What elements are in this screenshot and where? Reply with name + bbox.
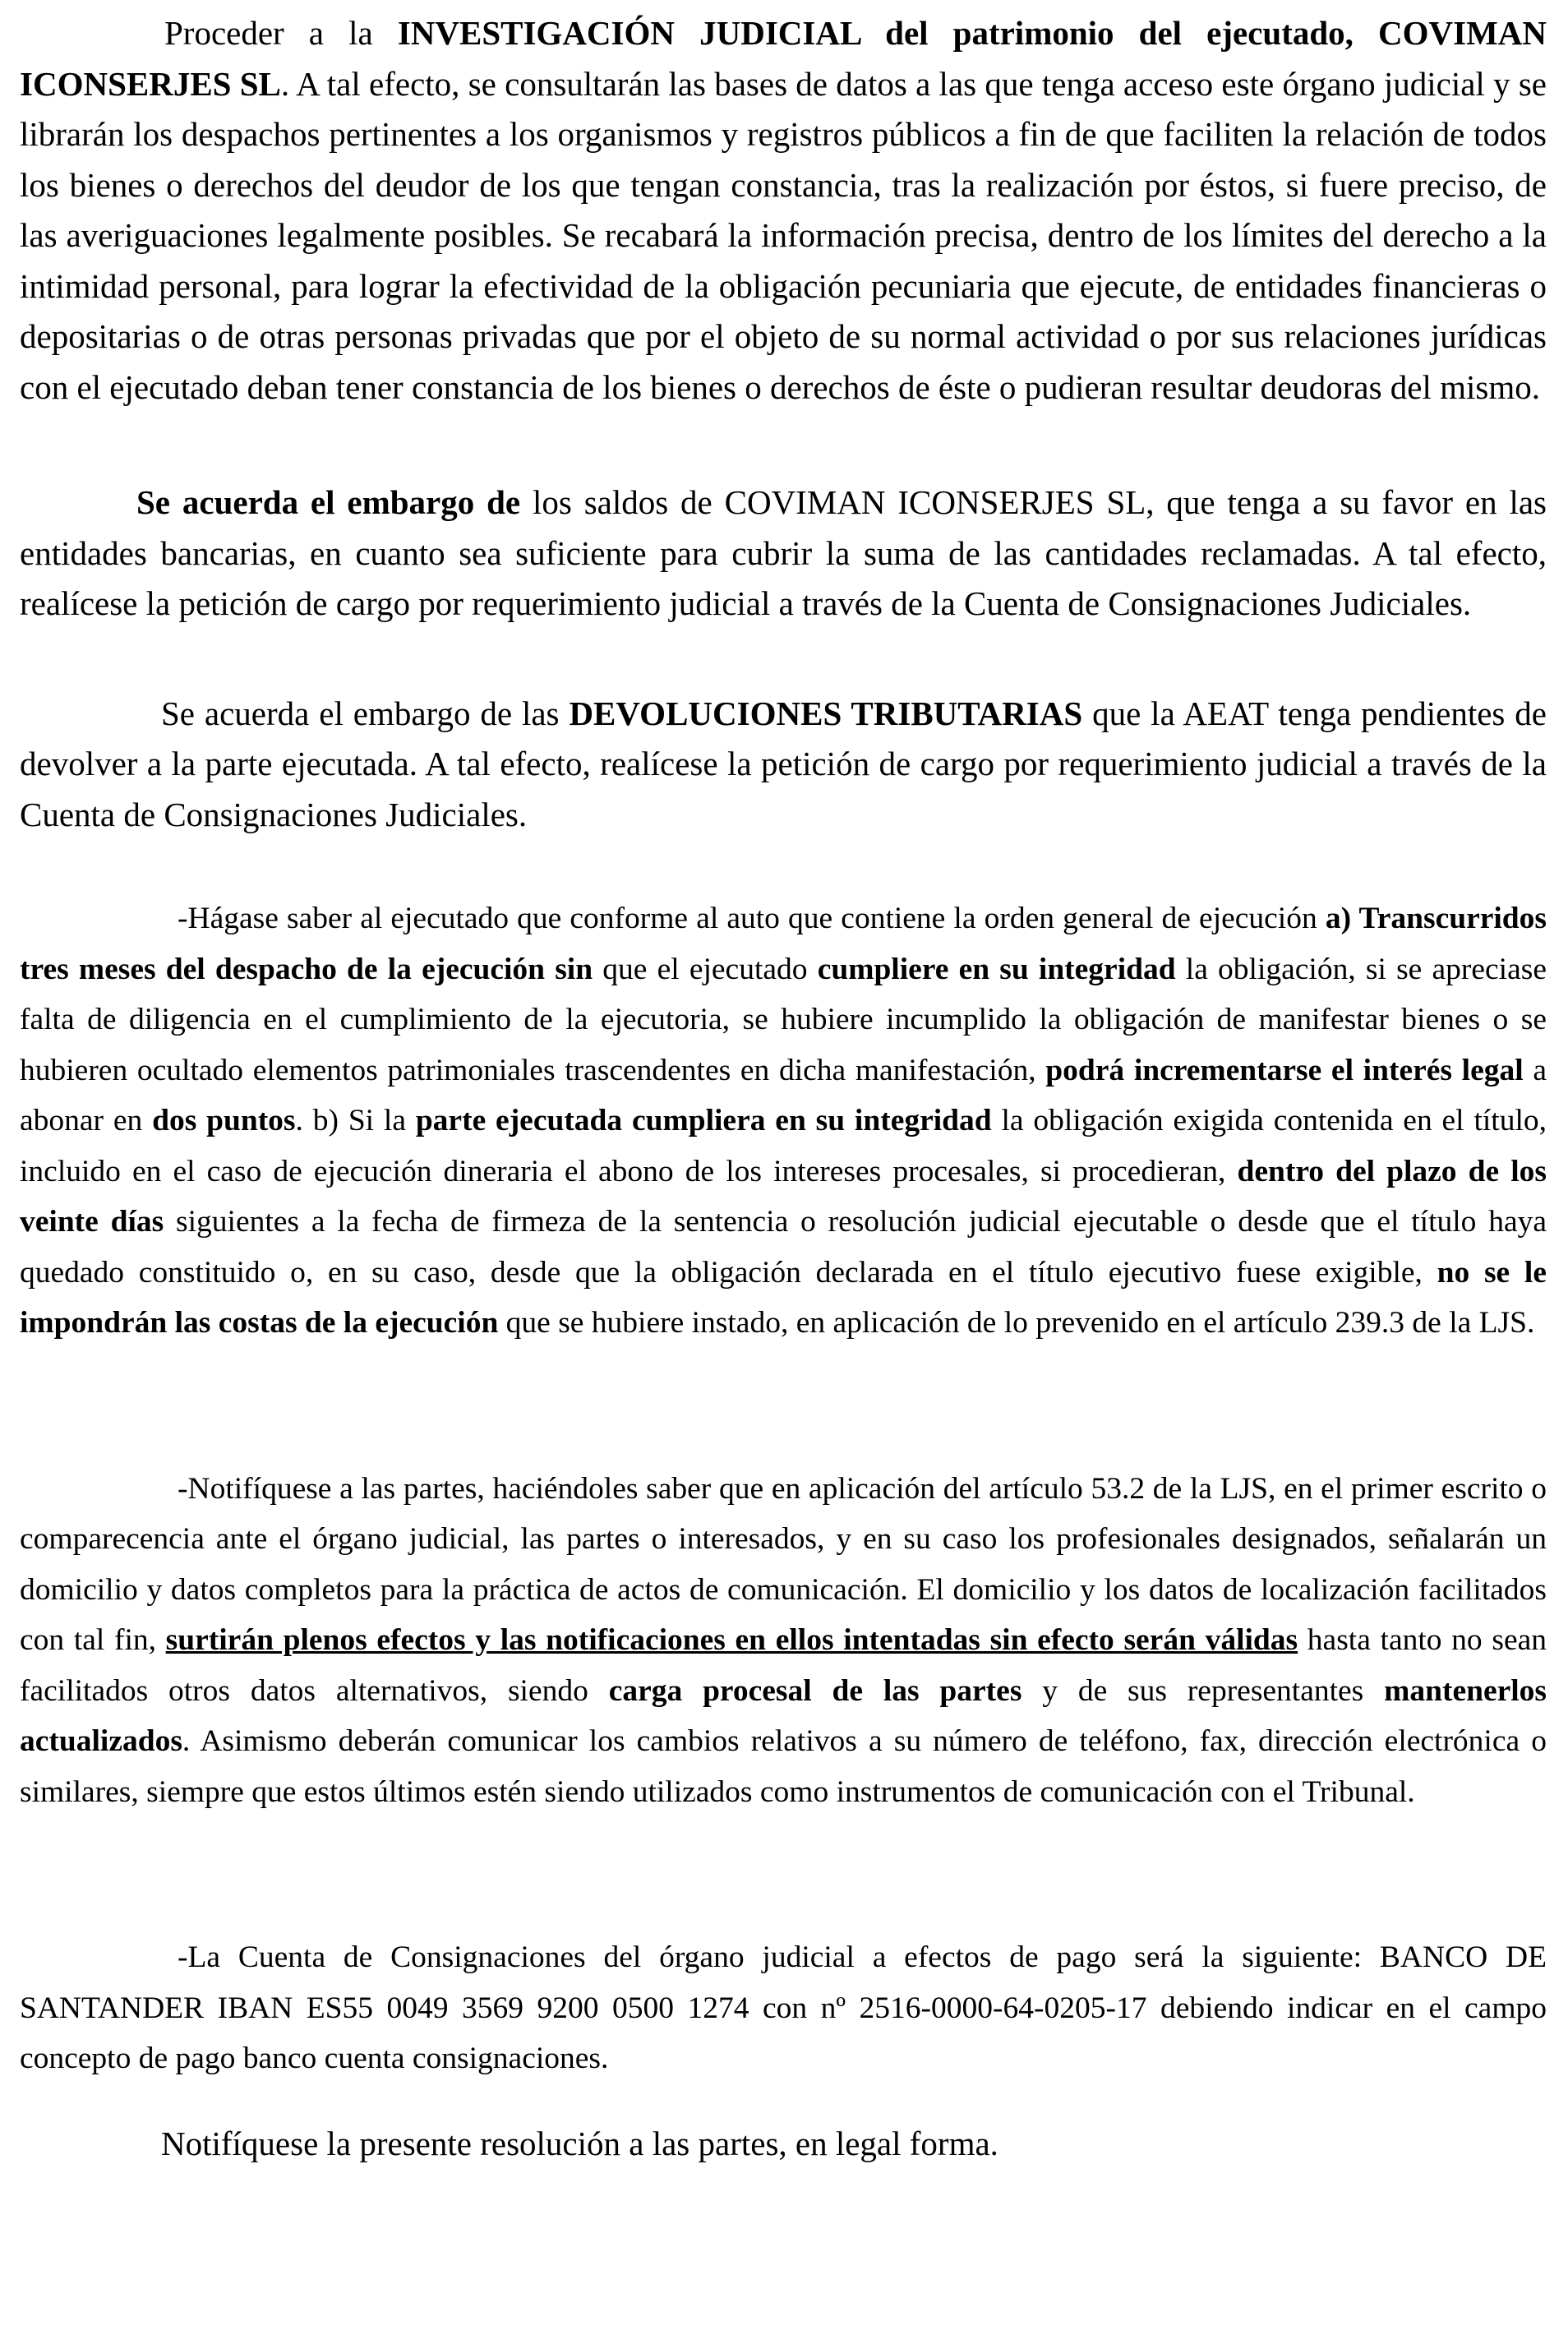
paragraph-embargo-devoluciones	[20, 689, 1547, 841]
bold-text: a) Transcurridos tres meses del despacho de la ejecución sin	[20, 902, 1547, 986]
bold-text: podrá incrementarse el interés legal	[1045, 1053, 1524, 1087]
text-span: los saldos de COVIMAN ICONSERJES SL, que tenga a su favor en las entidades bancarias, en cuanto sea suficiente para cubrir la suma de las cantidades reclamadas. A tal efecto, realícese la petición de cargo por requerimiento judicial a través de la Cuenta de Consignaciones Judiciales.	[20, 483, 1547, 622]
paragraph-hagase-saber	[20, 893, 1547, 1349]
text-span: que se hubiere instado, en aplicación de lo prevenido en el artículo 239.3 de la LJS.	[498, 1306, 1535, 1340]
text-span: Se acuerda el embargo de las	[161, 694, 570, 732]
bold-text: dos puntos	[152, 1104, 296, 1137]
text-span: . A tal efecto, se consultarán las bases de datos a las que tenga acceso este órgano judicial y se librarán los despachos pertinentes a los organismos y registros públicos a fin de que faciliten la relación de todos los bienes o derechos del deudor de los que tengan constancia, tras la realización por éstos, si fuere preciso, de las averiguaciones legalmente posibles. Se recabará la información precisa, dentro de los límites del derecho a la intimidad personal, para lograr la efectividad de la obligación pecuniaria que ejecute, de entidades financieras o depositarias o de otras personas privadas que por el objeto de su normal actividad o por sus relaciones jurídicas con el ejecutado deban tener constancia de los bienes o derechos de éste o pudieran resultar deudoras del mismo.	[20, 64, 1547, 406]
bold-text: INVESTIGACIÓN JUDICIAL del patrimonio del ejecutado, COVIMAN ICONSERJES SL	[20, 14, 1547, 103]
paragraph-cuenta-consignaciones	[20, 1932, 1547, 2084]
bold-text: carga procesal de las partes	[608, 1673, 1022, 1708]
text-span: a abonar en	[20, 1053, 1547, 1137]
bold-text: mantenerlos actualizados	[20, 1673, 1547, 1758]
bold-text: no se le impondrán las costas de la ejecución	[20, 1255, 1547, 1340]
text-span: hasta tanto no sean facilitados otros datos alternativos, siendo	[20, 1623, 1547, 1708]
text-span: . Asimismo deberán comunicar los cambios relativos a su número de teléfono, fax, dirección electrónica o similares, siempre que estos últimos estén siendo utilizados como instrumentos de comunicación con el Tribunal.	[20, 1724, 1547, 1809]
paragraph-notifiquese-partes	[20, 1464, 1547, 1818]
paragraph-investigacion-judicial	[20, 8, 1547, 413]
bold-text: parte ejecutada cumpliera en su integridad	[415, 1104, 992, 1137]
text-span: y de sus representantes	[1022, 1673, 1385, 1708]
text-span: -Hágase saber al ejecutado que conforme al auto que contiene la orden general de ejecución	[178, 902, 1326, 935]
text-span: -Notifíquese a las partes, haciéndoles saber que en aplicación del artículo 53.2 de la LJS, en el primer escrito o comparecencia ante el órgano judicial, las partes o interesados, y en su caso los profesionales designados, señalarán un domicilio y datos completos para la práctica de actos de comunicación. El domicilio y los datos de localización facilitados con tal fin,	[20, 1471, 1547, 1657]
bold-underlined-text: surtirán plenos efectos y las notificaciones en ellos intentadas sin efecto serán válidas	[165, 1623, 1298, 1657]
bold-text: cumpliere en su integridad	[817, 952, 1176, 986]
paragraph-embargo-saldos	[20, 478, 1547, 630]
paragraph-notifiquese-resolucion	[20, 2119, 1547, 2170]
text-span: Proceder a la	[164, 14, 398, 52]
text-span: -La Cuenta de Consignaciones del órgano judicial a efectos de pago será la siguiente: BANCO DE SANTANDER IBAN ES55 0049 3569 9200 0500 1274 con nº 2516-0000-64-0205-17 debiendo indicar en el campo concepto de pago banco cuenta consignaciones.	[20, 1940, 1547, 2075]
bold-text: DEVOLUCIONES TRIBUTARIAS	[569, 694, 1083, 732]
bold-text: dentro del plazo de los veinte días	[20, 1154, 1547, 1239]
text-span: la obligación, si se apreciase falta de diligencia en el cumplimiento de la ejecutoria, se hubiere incumplido la obligación de manifestar bienes o se hubieren ocultado elementos patrimoniales trascendentes en dicha manifestación,	[20, 952, 1547, 1087]
text-span: siguientes a la fecha de firmeza de la sentencia o resolución judicial ejecutable o desde que el título haya quedado constituido o, en su caso, desde que la obligación declarada en el título ejecutivo fuese exigible,	[20, 1205, 1547, 1290]
document-page	[20, 8, 1547, 2169]
text-span: Notifíquese la presente resolución a las partes, en legal forma.	[161, 2124, 998, 2162]
text-span: la obligación exigida contenida en el título, incluido en el caso de ejecución dineraria el abono de los intereses procesales, si procedieran,	[20, 1104, 1547, 1188]
text-span: que el ejecutado	[593, 952, 818, 986]
text-span: . b) Si la	[295, 1104, 416, 1137]
text-span: que la AEAT tenga pendientes de devolver a la parte ejecutada. A tal efecto, realícese la petición de cargo por requerimiento judicial a través de la Cuenta de Consignaciones Judiciales.	[20, 694, 1547, 833]
bold-text: Se acuerda el embargo de	[136, 483, 521, 521]
